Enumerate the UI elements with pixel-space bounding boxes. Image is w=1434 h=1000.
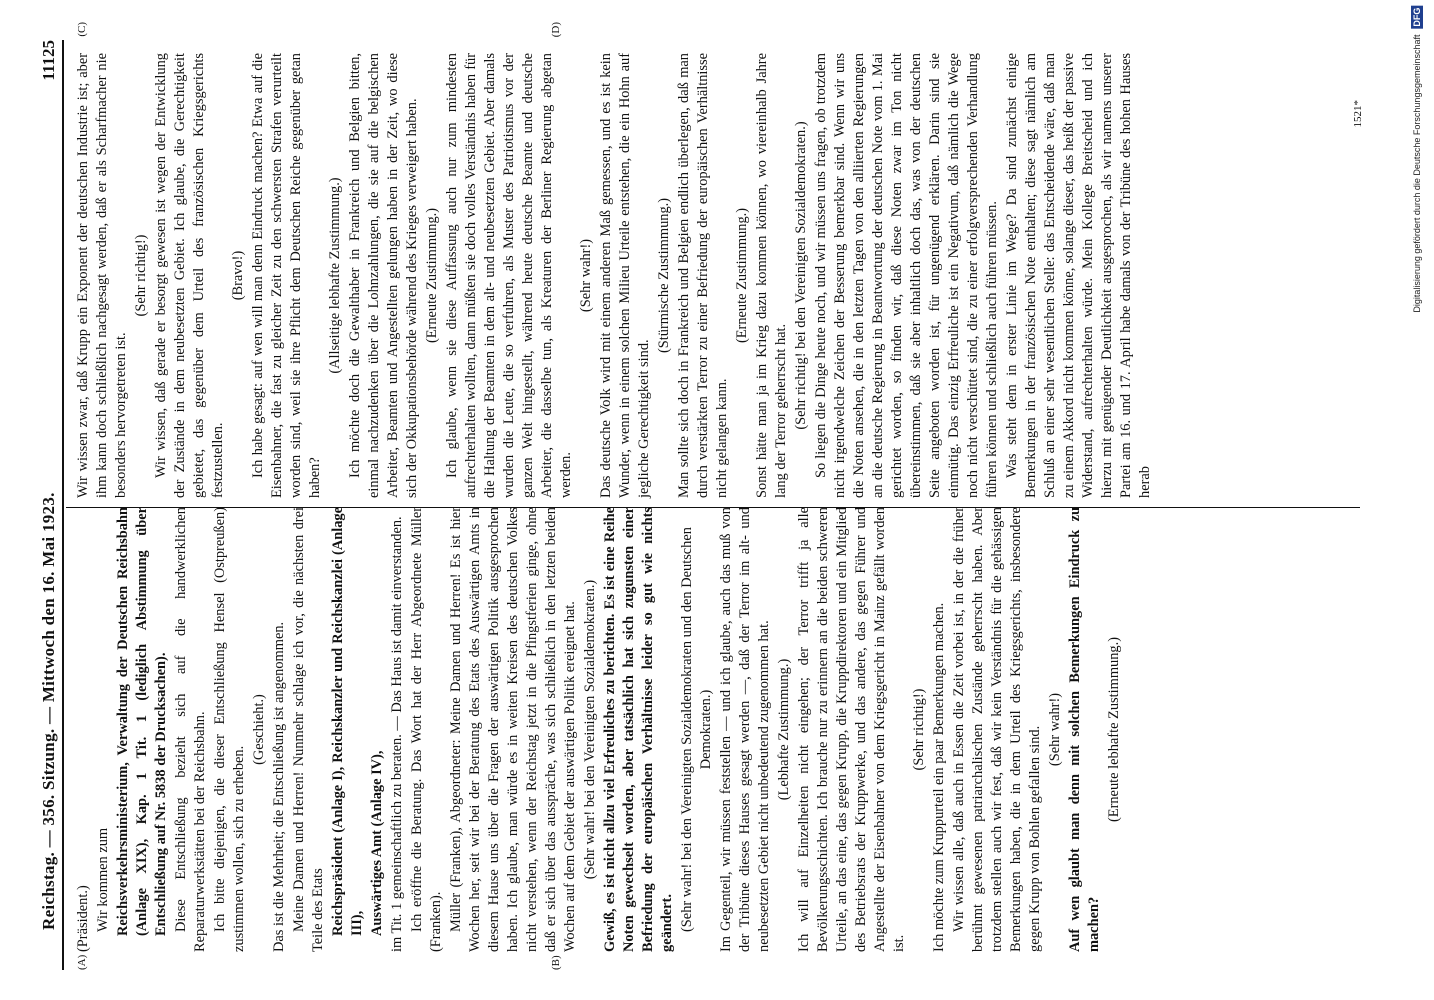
- interjection: (Erneute Zustimmung.): [734, 207, 750, 344]
- digitization-sidebar: [1400, 0, 1434, 1000]
- digitization-text: Digitalisierung gefördert durch die Deutsche Forschungsgemeinschaft: [1412, 34, 1422, 313]
- margin-marker-b: (B): [550, 955, 562, 970]
- paragraph: Ich möchte doch die Gewalthaber in Frankreich und Belgien bitten, einmal nachzudenken über die Lohnzahlungen, die sie auf die belgischen Arbeiter, Beamten und Angestellten gelungen haben in der Zeit, wo diese sich der Okkupationsbehörde während des Krieges verweigert haben.: [347, 53, 420, 498]
- margin-marker-a: (A): [76, 954, 88, 970]
- interjection: (Bravo!): [230, 250, 246, 301]
- interjection: (Erneute lebhafte Zustimmung.): [1106, 636, 1122, 823]
- interjection: (Sehr wahr!): [1047, 692, 1063, 767]
- margin-marker-c: (C): [76, 22, 88, 37]
- interjection: (Geschieht.): [251, 694, 267, 765]
- paragraph: So liegen die Dinge heute noch, und wir müssen uns fragen, ob trotzdem nicht irgendwelche Zeichen der Besserung bemerkbar sind. Wenn wir uns die Noten ansehen, die in den letzten Tagen von den alliierten Regierungen an die deutsche Regierung in Beantwortung der deutschen Note vom 1. Mai gerichtet worden, so finden wir, daß diese Noten zwar im Ton nicht übereinstimmen, daß sie aber inhaltlich doch das, was von der deutschen Seite angeboten worden ist, für ungenügend erklären. Darin sind sie einmütig. Das einzig Erfreuliche ist ein Negativum, daß nämlich die Wege noch nicht verschüttet sind, die zu einer erfolgversprechenden Verhandlung führen können und schließlich auch führen müssen.: [813, 53, 1000, 498]
- interjection: (Sehr richtig! bei den Vereinigten Sozialdemokraten.): [793, 121, 809, 430]
- interjection: (Sehr wahr! bei den Vereinigten Sozialdemokraten.): [582, 579, 598, 880]
- paragraph: Ich eröffne die Beratung. Das Wort hat der Herr Abgeordnete Müller (Franken).: [409, 507, 444, 952]
- interjection: (Erneute Zustimmung.): [424, 207, 440, 344]
- paragraph: Man sollte sich doch in Frankreich und Belgien endlich überlegen, daß man durch verstärkten Terror zu einer Befriedung der europäischen Verhältnisse nicht gelangen kann.: [676, 53, 730, 498]
- dfg-logo: DFG: [1412, 8, 1422, 27]
- paragraph: Meine Damen und Herren! Nunmehr schlage ich vor, die nächsten drei Teile des Etats: [291, 507, 326, 952]
- right-column: [74, 53, 1360, 498]
- footer-signature: 1521*: [1352, 100, 1364, 128]
- interjection: (Lebhafte Zustimmung.): [776, 658, 792, 801]
- paragraph: Sonst hätte man ja im Krieg dazu kommen können, wo viereinhalb Jahre lang der Terror geherrscht hat.: [754, 53, 789, 498]
- paragraph: Im Gegenteil, wir müssen feststellen — und ich glaube, auch das muß von der Tribüne dieses Hauses gesagt werden —, daß der Terror im alt- und neubesetzten Gebiet nicht unbedeutend zugenommen hat.: [718, 507, 772, 952]
- header-page-number: 11125: [39, 40, 58, 81]
- digitization-note: [1411, 6, 1423, 313]
- paragraph: Ich will auf Einzelheiten nicht eingehen; der Terror trifft ja alle Bevölkerungsschichten. Ich brauche nur zu erinnern an die beiden schweren Urteile, an das eine, das gegen Krupp, die Kruppdirektoren und ein Mitglied des Betriebsrats der Kruppwerke, und das andere, das gegen Führer und Angestellte der Eisenbahner von dem Kriegsgericht in Mainz gefällt worden ist.: [796, 507, 907, 952]
- paragraph: Wir wissen zwar, daß Krupp ein Exponent der deutschen Industrie ist; aber ihm kann doch schließlich nachgesagt werden, daß er als Scharfmacher nie besonders hervorgetreten ist.: [75, 53, 129, 498]
- header-title: Reichstag. — 356. Sitzung. — Mittwoch den 16. Mai 1923.: [39, 492, 58, 930]
- interjection: (Sehr wahr! bei den Vereinigten Sozialdemokraten und den Deutschen Demokraten.): [679, 527, 714, 932]
- paragraph: Das deutsche Volk wird mit einem anderen Maß gemessen, und es ist kein Wunder, wenn in einem solchen Milieu Urteile entstehen, die ein Hohn auf jegliche Gerechtigkeit sind.: [598, 53, 652, 498]
- paragraph: Gewiß, es ist nicht allzu viel Erfreuliches zu berichten. Es ist eine Reihe Noten gewechselt worden, aber tatsächlich hat sich zugunsten einer Befriedung der europäischen Verhältnisse leider so gut wie nichts geändert.: [602, 507, 675, 952]
- section-heading: Auswärtiges Amt (Anlage IV),: [369, 750, 385, 936]
- paragraph: Müller (Franken), Abgeordneter: Meine Damen und Herren! Es ist hier Wochen her, seit wir bei der Beratung des Etats des Auswärtigen Amts in diesem Hause uns über die Fragen der auswärtigen Politik ausgesprochen haben. Ich glaube, man würde es in weiten Kreisen des deutschen Volkes nicht verstehen, wenn der Reichstag jetzt in die Pfingstferien ginge, ohne daß er sich über das ausspräche, was sich schließlich in den letzten beiden Wochen auf dem Gebiet der auswärtigen Politik ereignet hat.: [448, 507, 578, 952]
- left-column: [74, 507, 1360, 952]
- page-header: [30, 40, 64, 970]
- section-heading: Reichspräsident (Anlage I), Reichskanzler und Reichskanzlei (Anlage III),: [330, 507, 365, 936]
- paragraph: im Tit. 1 gemeinschaftlich zu beraten. — Das Haus ist damit einverstanden.: [389, 516, 405, 952]
- margin-marker-d: (D): [550, 22, 562, 38]
- paragraph: Wir kommen zum: [95, 827, 111, 932]
- speaker-tag: (Präsident.): [75, 885, 91, 952]
- paragraph: Ich habe gesagt: auf wen will man denn Eindruck machen? Etwa auf die Eisenbahner, die fast zu gleicher Zeit zu den schwersten Strafen verurteilt worden sind, weil sie ihre Pflicht dem Deutschen Reiche gegenüber getan haben?: [250, 53, 323, 498]
- paragraph: Was steht dem in erster Linie im Wege? Da sind zunächst einige Bemerkungen in der französischen Note enthalten; diese sagt nämlich am Schluß an einer sehr wesentlichen Stelle: das Entscheidende wäre, daß man zu einem Akkord nicht kommen könne, solange dieser, das heißt der passive Widerstand, aufrechterhalten würde. Mein Kollege Breitscheid und ich hierzu mit genügender Deutlichkeit ausgesprochen, als wir namens unserer Partei am 16. und 17. April habe damals von der Tribüne des hohen Hauses herab: [1004, 53, 1153, 498]
- paragraph: Ich glaube, wenn sie diese Auffassung auch nur zum mindesten aufrechterhalten wollten, dann müßten sie doch volles Verständnis haben für die Haltung der Beamten in dem alt- und neubesetzten Gebiet. Aber damals wurden die Leute, die so verfuhren, als Muster des Patriotismus vor der ganzen Welt hingestellt, während heute deutsche Beamte und deutsche Arbeiter, die dasselbe tun, als Kreaturen der Berliner Regierung abgetan werden.: [444, 53, 574, 498]
- interjection: (Sehr richtig!): [911, 688, 927, 771]
- scanned-page: [30, 22, 1364, 970]
- paragraph: Wir wissen, daß gerade er besorgt gewesen ist wegen der Entwicklung der Zustände in dem neubesetzten Gebiet. Ich glaube, die Gerechtigkeit gebietet, das gegenüber dem Urteil des französischen Kriegsgerichts festzustellen.: [153, 53, 226, 498]
- section-heading: Reichsverkehrsministerium, Verwaltung der Deutschen Reichsbahn (Anlage XIX), Kap. 1 Tit. 1 (lediglich Abstimmung über Entschließung auf Nr. 5838 der Drucksachen).: [115, 507, 169, 936]
- interjection: (Stürmische Zustimmung.): [656, 197, 672, 354]
- paragraph: Ich bitte diejenigen, die dieser Entschließung Hensel (Ostpreußen) zustimmen wollen, sich zu erheben.: [212, 507, 247, 952]
- interjection: (Sehr wahr!): [578, 238, 594, 313]
- paragraph: Auf wen glaubt man denn mit solchen Bemerkungen Eindruck zu machen?: [1067, 507, 1102, 952]
- paragraph: Ich möchte zum Kruppurteil ein paar Bemerkungen machen.: [931, 602, 947, 952]
- paragraph: Wir wissen alle, daß auch in Essen die Zeit vorbei ist, in der die früher berühmt gewesenen patriarchalischen Zustände geherrscht haben. Aber trotzdem stellen auch wir fest, daß wir kein Verständnis für die gehässigen Bemerkungen haben, die in dem Urteil des Kriegsgerichts, insbesondere gegen Krupp von Bohlen gefallen sind.: [951, 507, 1043, 952]
- interjection: (Sehr richtig!): [133, 234, 149, 317]
- paragraph: Das ist die Mehrheit; die Entschließung ist angenommen.: [271, 621, 287, 952]
- interjection: (Allseitige lebhafte Zustimmung.): [327, 177, 343, 374]
- paragraph: Diese Entschließung bezieht sich auf die handwerklichen Reparaturwerkstätten bei der Reichsbahn.: [173, 507, 208, 952]
